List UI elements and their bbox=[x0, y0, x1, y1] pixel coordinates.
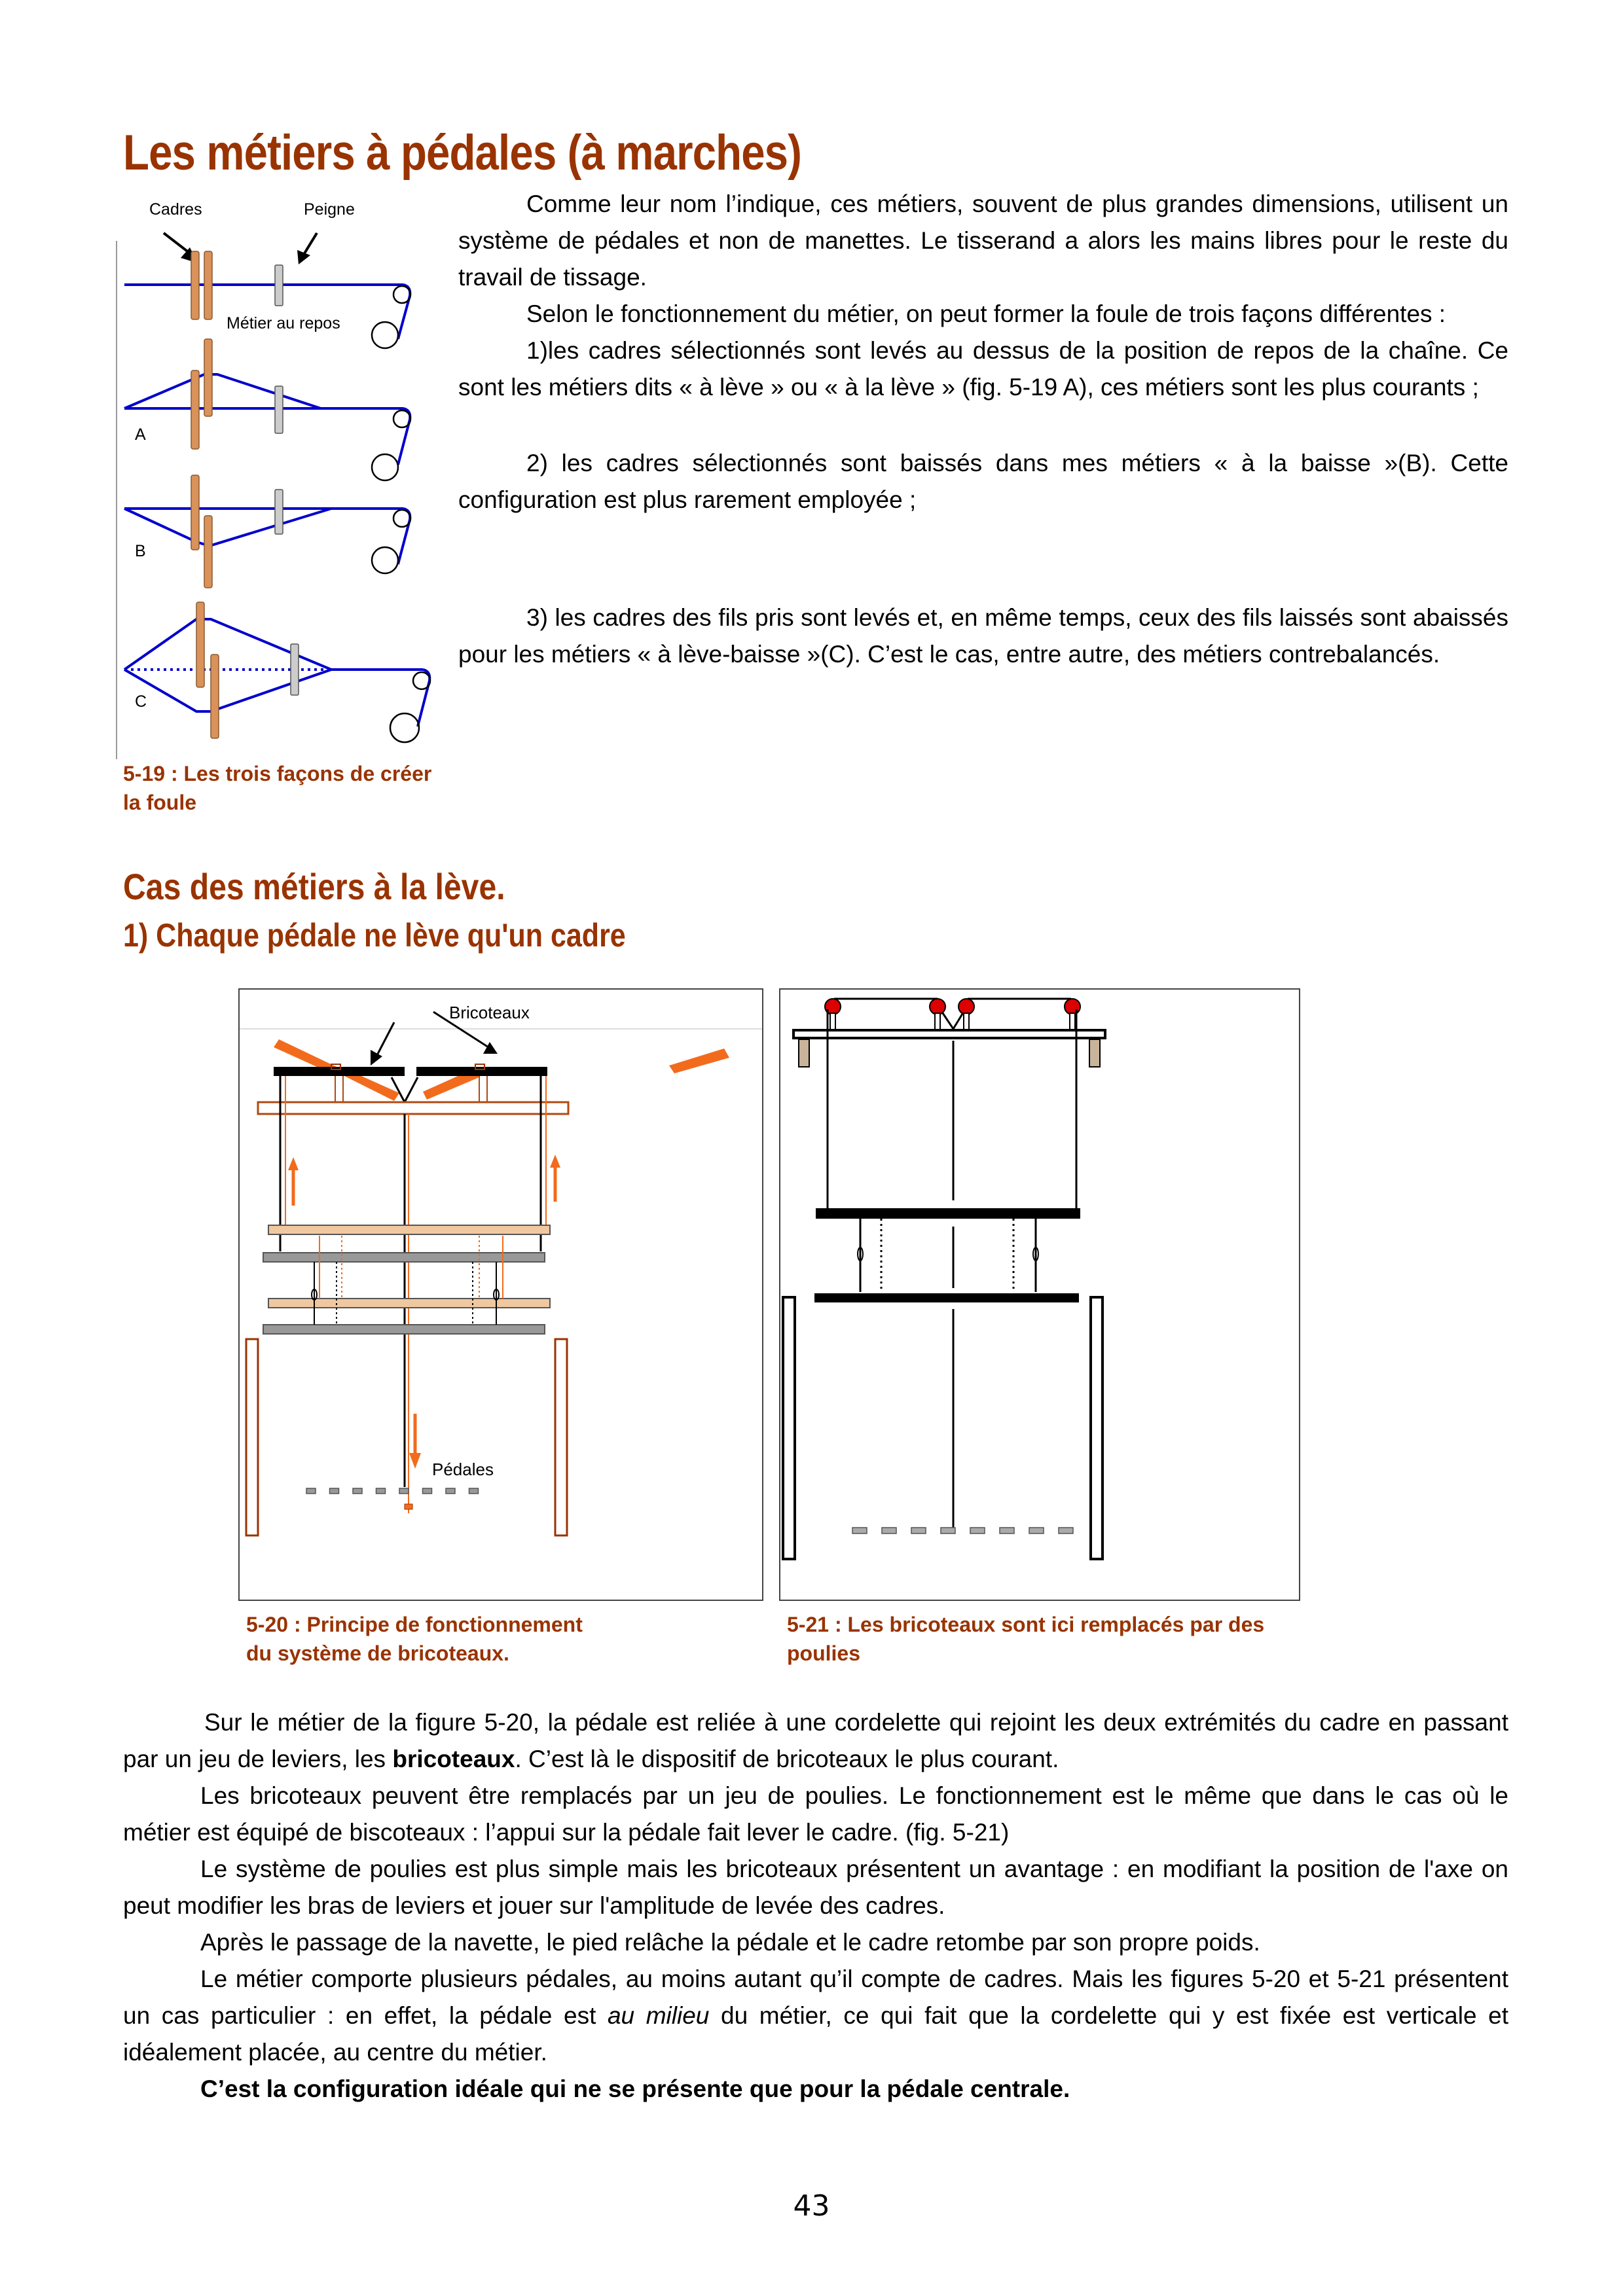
body-paragraph: Après le passage de la navette, le pied relâche la pédale et le cadre retombe par son propre poids. bbox=[200, 1929, 1260, 1956]
label-b: B bbox=[135, 542, 146, 560]
pedal-row bbox=[306, 1488, 479, 1494]
loom-b bbox=[124, 475, 410, 588]
bricoteaux-diagram bbox=[240, 990, 762, 1600]
intro-paragraph: Selon le fonctionnement du métier, on peut former la foule de trois façons différentes : bbox=[526, 300, 1446, 327]
body-paragraph bbox=[123, 1704, 1508, 1778]
figure-5-19-caption bbox=[123, 759, 450, 817]
pedal bbox=[469, 1488, 479, 1494]
label-c: C bbox=[135, 692, 147, 711]
body-text bbox=[123, 1704, 1508, 2108]
label-peigne: Peigne bbox=[304, 200, 355, 219]
caption-line: la foule bbox=[123, 791, 197, 814]
arrow-down-icon bbox=[409, 1414, 421, 1469]
loom-rest bbox=[124, 251, 410, 348]
text-run: du métier, ce qui fait que la cordelette qui y est fixée est verticale et idéalement placée, au centre du métier. bbox=[123, 2002, 1509, 2066]
caption-line: 5-20 : Principe de fonctionnement bbox=[246, 1613, 583, 1636]
label-a: A bbox=[135, 425, 146, 444]
arrow-icon bbox=[297, 233, 317, 264]
subsection-title: 1) Chaque pédale ne lève qu'un cadre bbox=[123, 917, 626, 954]
body-paragraph bbox=[123, 1961, 1508, 2071]
pedal bbox=[852, 1528, 867, 1534]
body-paragraph: Le système de poulies est plus simple mais les bricoteaux présentent un avantage : en modifiant la position de l'axe on peut modifier les bras de leviers et jouer sur l'amplitude de levée des cadres. bbox=[123, 1856, 1508, 1919]
label-bricoteaux: Bricoteaux bbox=[449, 1003, 530, 1022]
intro-paragraph: 3) les cadres des fils pris sont levés et, en même temps, ceux des fils laissés sont abaissés pour les métiers « à lève-baisse »(C). C’est le cas, entre autre, des métiers contrebalancés. bbox=[458, 604, 1508, 668]
pedal bbox=[306, 1488, 316, 1494]
intro-text bbox=[458, 186, 1508, 673]
pedal bbox=[882, 1528, 896, 1534]
text-run: Sur le métier de la figure 5-20, la pédale est reliée à une cordelette qui rejoint les deux extrémités du cadre en passant par un jeu de leviers, les bbox=[123, 1709, 1508, 1772]
pulley-icon bbox=[958, 999, 974, 1030]
pedal bbox=[353, 1488, 362, 1494]
figure-5-21 bbox=[779, 988, 1300, 1601]
emphasis: au milieu bbox=[607, 2002, 710, 2029]
term-bricoteaux: bricoteaux bbox=[392, 1746, 515, 1772]
intro-paragraph: Comme leur nom l’indique, ces métiers, souvent de plus grandes dimensions, utilisent un système de pédales et non de manettes. Le tisserand a alors les mains libres pour le reste du travail de tissage. bbox=[458, 190, 1508, 291]
pedal bbox=[446, 1488, 455, 1494]
pedal-row bbox=[852, 1528, 1073, 1534]
intro-paragraph: 2) les cadres sélectionnés sont baissés dans mes métiers « à la baisse »(B). Cette configuration est plus rarement employée ; bbox=[458, 450, 1508, 513]
pedal bbox=[911, 1528, 926, 1534]
pedal bbox=[941, 1528, 955, 1534]
pedal bbox=[399, 1488, 409, 1494]
arrow-up-icon bbox=[550, 1155, 560, 1202]
figure-5-20 bbox=[238, 988, 763, 1601]
pulley-diagram bbox=[780, 990, 1299, 1600]
caption-line: du système de bricoteaux. bbox=[246, 1641, 509, 1665]
loom-c bbox=[124, 602, 430, 742]
label-cadres: Cadres bbox=[149, 200, 202, 219]
shed-diagram bbox=[115, 190, 443, 779]
label-repos: Métier au repos bbox=[227, 314, 340, 332]
text-run: Le métier comporte plusieurs pédales, au moins autant qu’il compte de cadres. Mais les figures 5-20 et 5-21 présentent un cas particulier : en effet, la pédale est bbox=[123, 1965, 1508, 2029]
pedal bbox=[376, 1488, 386, 1494]
section-title: Cas des métiers à la lève. bbox=[123, 866, 505, 907]
pedal bbox=[1000, 1528, 1014, 1534]
page-number: 43 bbox=[793, 2189, 830, 2223]
label-pedales: Pédales bbox=[432, 1460, 494, 1479]
body-conclusion: C’est la configuration idéale qui ne se présente que pour la pédale centrale. bbox=[200, 2075, 1070, 2102]
pedal bbox=[1059, 1528, 1073, 1534]
body-paragraph: Les bricoteaux peuvent être remplacés par un jeu de poulies. Le fonctionnement est le même que dans le cas où le métier est équipé de biscoteaux : l’appui sur la pédale fait lever le cadre. (fig. 5-21) bbox=[123, 1782, 1508, 1846]
pedal bbox=[330, 1488, 339, 1494]
intro-paragraph: 1)les cadres sélectionnés sont levés au dessus de la position de repos de la chaîne. Ce sont les métiers dits « à lève » ou « à la lève » (fig. 5-19 A), ces métiers sont les plus courants ; bbox=[458, 337, 1508, 401]
caption-line: poulies bbox=[787, 1641, 861, 1665]
figure-5-19 bbox=[115, 190, 443, 779]
caption-line: 5-19 : Les trois façons de créer bbox=[123, 762, 432, 785]
figure-5-21-caption bbox=[787, 1610, 1298, 1668]
text-run: . C’est là le dispositif de bricoteaux le plus courant. bbox=[515, 1746, 1059, 1772]
pulley-icon bbox=[1065, 999, 1080, 1030]
arrow-up-icon bbox=[288, 1157, 299, 1206]
page-title: Les métiers à pédales (à marches) bbox=[123, 125, 802, 181]
loom-a bbox=[124, 339, 410, 480]
pedal bbox=[423, 1488, 432, 1494]
figure-5-20-caption bbox=[246, 1610, 744, 1668]
pedal bbox=[1029, 1528, 1044, 1534]
caption-line: 5-21 : Les bricoteaux sont ici remplacés par des bbox=[787, 1613, 1265, 1636]
pedal bbox=[970, 1528, 985, 1534]
